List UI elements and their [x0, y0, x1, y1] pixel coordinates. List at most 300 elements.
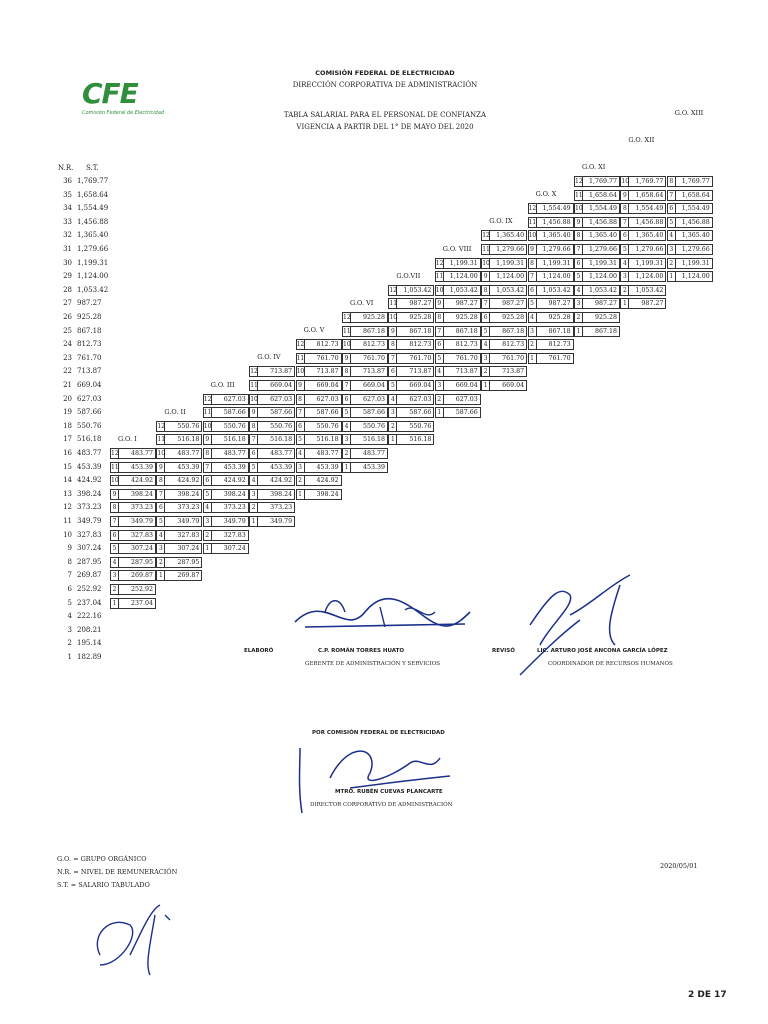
cell-level: 3	[435, 380, 444, 391]
cell-level: 2	[388, 421, 397, 432]
cell-amount: 1,053.42	[444, 285, 481, 296]
cell-amount: 398.24	[258, 489, 295, 500]
por-role: DIRECTOR CORPORATIVO DE ADMINISTRACIÓN	[310, 802, 453, 808]
grid-cell	[110, 462, 156, 473]
cell-level: 5	[667, 217, 676, 228]
nr-value: 12	[63, 503, 72, 512]
grid-cell	[110, 598, 156, 609]
cell-level: 8	[342, 366, 351, 377]
cell-amount: 307.24	[165, 543, 202, 554]
cell-level: 2	[435, 394, 444, 405]
cell-amount: 587.66	[258, 407, 295, 418]
nr-value: 28	[63, 285, 72, 294]
grid-cell	[388, 434, 434, 445]
st-value: 222.16	[77, 612, 102, 621]
group-label: G.O. XI	[582, 163, 606, 171]
grid-cell	[249, 380, 295, 391]
cell-amount: 483.77	[212, 448, 249, 459]
cell-level: 8	[667, 176, 676, 187]
grid-cell	[528, 258, 574, 269]
cell-amount: 424.92	[305, 475, 342, 486]
cell-amount: 812.73	[351, 339, 388, 350]
cell-level: 5	[435, 353, 444, 364]
st-value: 252.92	[77, 585, 102, 593]
cell-amount: 1,554.49	[537, 203, 574, 214]
signature-ancona	[500, 565, 660, 685]
cell-level: 8	[249, 421, 258, 432]
cell-amount: 987.27	[444, 298, 481, 309]
cell-amount: 1,658.64	[583, 190, 620, 201]
cell-amount: 424.92	[165, 475, 202, 486]
grid-cell	[110, 557, 156, 568]
cell-amount: 550.76	[397, 421, 434, 432]
cell-level: 11	[528, 218, 537, 226]
cell-level: 7	[388, 353, 397, 364]
cell-amount: 1,554.49	[676, 203, 713, 214]
grid-cell	[296, 421, 342, 432]
cell-amount: 373.23	[212, 502, 249, 513]
grid-cell	[342, 434, 388, 445]
cell-level: 4	[156, 530, 165, 541]
grid-cell	[249, 462, 295, 473]
cell-amount: 269.87	[165, 570, 202, 581]
cell-amount: 812.73	[305, 339, 342, 350]
grid-cell	[481, 285, 527, 296]
grid-cell	[620, 244, 666, 255]
cell-level: 6	[342, 394, 351, 405]
cell-level: 12	[575, 178, 583, 185]
grid-cell	[296, 339, 342, 350]
grid-cell	[481, 244, 527, 255]
cell-level: 9	[203, 434, 212, 445]
nr-value: 1	[67, 653, 72, 661]
grid-cell	[435, 380, 481, 391]
cell-amount: 307.24	[212, 543, 249, 554]
cell-amount: 812.73	[537, 339, 574, 350]
cell-level: 4	[296, 448, 305, 459]
cell-amount: 1,658.64	[676, 190, 713, 201]
nr-value: 8	[67, 557, 72, 566]
por-label: POR COMISIÓN FEDERAL DE ELECTRICIDAD	[312, 730, 445, 736]
cell-amount: 1,124.00	[583, 271, 620, 282]
cell-level: 2	[620, 285, 629, 296]
grid-cell	[342, 353, 388, 364]
cell-amount: 516.18	[351, 434, 388, 445]
cell-level: 9	[528, 244, 537, 255]
st-value: 424.92	[77, 476, 102, 485]
grid-cell	[249, 448, 295, 459]
st-value: 237.04	[77, 598, 102, 607]
grid-cell	[574, 285, 620, 296]
grid-cell	[620, 203, 666, 214]
cell-amount: 713.87	[397, 366, 434, 377]
grid-cell	[249, 516, 295, 527]
nr-value: 9	[67, 544, 72, 553]
grid-cell	[203, 407, 249, 418]
grid-cell	[296, 407, 342, 418]
cell-level: 4	[528, 312, 537, 323]
group-label: G.O. V	[303, 326, 325, 335]
legend-go: G.O. = GRUPO ORGÁNICO	[57, 855, 147, 863]
st-value: 398.24	[77, 489, 102, 498]
grid-cell	[156, 475, 202, 486]
st-value: 1,365.40	[77, 231, 109, 240]
cell-level: 4	[110, 557, 119, 568]
grid-cell	[156, 489, 202, 500]
grid-cell	[481, 366, 527, 377]
grid-cell	[203, 394, 249, 405]
grid-cell	[249, 434, 295, 445]
cell-level: 10	[111, 477, 119, 485]
legend-nr: N.R. = NIVEL DE REMUNERACIÓN	[57, 868, 178, 876]
cell-level: 2	[156, 557, 165, 568]
grid-cell	[249, 407, 295, 418]
cell-amount: 550.76	[212, 421, 249, 432]
cell-level: 11	[389, 300, 398, 308]
cell-amount: 1,279.66	[676, 244, 713, 255]
cell-amount: 587.66	[444, 407, 481, 418]
nr-value: 3	[67, 625, 72, 634]
cell-level: 8	[481, 285, 490, 296]
grid-cell	[203, 448, 249, 459]
grid-cell	[528, 298, 574, 309]
nr-value: 36	[63, 177, 72, 185]
cell-level: 11	[250, 382, 258, 389]
cell-amount: 483.77	[165, 448, 202, 459]
grid-cell	[110, 502, 156, 513]
group-label: G.O. VI	[350, 299, 374, 307]
st-value: 550.76	[77, 421, 102, 430]
cell-amount: 1,554.49	[583, 203, 620, 214]
elaboro-role: GERENTE DE ADMINISTRACIÓN Y SERVICIOS	[305, 661, 441, 667]
cell-level: 2	[528, 339, 537, 350]
cell-level: 10	[435, 286, 444, 294]
st-value: 761.70	[77, 353, 102, 362]
cell-amount: 669.04	[490, 380, 527, 391]
cell-amount: 669.04	[351, 380, 388, 391]
cell-level: 11	[157, 436, 166, 444]
cell-level: 9	[481, 271, 490, 282]
cell-level: 2	[481, 366, 490, 377]
cell-level: 11	[435, 273, 444, 281]
grid-cell	[156, 530, 202, 541]
grid-cell	[110, 530, 156, 541]
cell-amount: 483.77	[258, 448, 295, 459]
grid-cell	[203, 489, 249, 500]
cell-level: 7	[574, 244, 583, 255]
cell-level: 12	[111, 450, 119, 457]
st-header: S.T.	[86, 164, 99, 172]
cell-level: 7	[296, 407, 305, 418]
cell-amount: 867.18	[490, 326, 527, 337]
grid-cell	[528, 326, 574, 337]
grid-cell	[156, 570, 202, 581]
group-label: G.O. IV	[257, 353, 281, 362]
grid-cell	[574, 271, 620, 282]
nr-value: 5	[67, 598, 72, 607]
cell-amount: 761.70	[444, 353, 481, 364]
grid-cell	[296, 380, 342, 391]
grid-cell	[296, 434, 342, 445]
cell-amount: 398.24	[165, 489, 202, 500]
grid-cell	[156, 448, 202, 459]
grid-cell	[620, 190, 666, 201]
st-value: 349.79	[77, 517, 102, 525]
cell-amount: 1,658.64	[629, 190, 666, 201]
cell-level: 11	[575, 191, 583, 199]
cell-amount: 1,053.42	[397, 285, 434, 296]
grid-cell	[296, 353, 342, 364]
cell-level: 9	[249, 407, 258, 418]
grid-cell	[296, 366, 342, 377]
cell-level: 8	[574, 230, 583, 241]
cell-amount: 1,365.40	[676, 230, 713, 241]
grid-cell	[528, 271, 574, 282]
nr-value: 19	[63, 408, 72, 417]
grid-cell	[481, 312, 527, 323]
cell-level: 8	[110, 502, 119, 513]
cell-level: 3	[203, 516, 212, 527]
dept-name: DIRECCIÓN CORPORATIVA DE ADMINISTRACIÓN	[292, 81, 478, 89]
cell-amount: 1,769.77	[629, 176, 666, 187]
grid-cell	[342, 326, 388, 337]
logo-subtitle: Comisión Federal de Electricidad	[82, 110, 165, 116]
grid-cell	[388, 326, 434, 337]
cell-amount: 812.73	[490, 339, 527, 350]
cell-amount: 373.23	[119, 502, 156, 513]
cell-level: 9	[296, 380, 305, 391]
cell-level: 2	[296, 475, 305, 486]
nr-value: 27	[63, 299, 72, 308]
cell-level: 6	[667, 203, 676, 214]
cell-level: 1	[435, 407, 444, 418]
elaboro-label: ELABORÓ	[244, 648, 274, 654]
cell-amount: 373.23	[165, 502, 202, 513]
grid-cell	[249, 421, 295, 432]
cell-amount: 516.18	[258, 434, 295, 445]
cell-amount: 761.70	[490, 353, 527, 364]
grid-cell	[110, 489, 156, 500]
grid-cell	[110, 543, 156, 554]
cell-level: 3	[110, 570, 119, 581]
nr-value: 30	[63, 258, 72, 267]
cell-amount: 516.18	[165, 434, 202, 445]
cell-level: 8	[203, 448, 212, 459]
cell-level: 1	[203, 543, 212, 554]
st-value: 182.89	[77, 653, 102, 661]
grid-cell	[156, 462, 202, 473]
st-value: 1,658.64	[77, 190, 109, 199]
cell-level: 5	[620, 244, 629, 255]
cell-amount: 867.18	[397, 326, 434, 337]
cell-level: 1	[574, 326, 583, 337]
cell-amount: 987.27	[629, 298, 666, 309]
cell-amount: 550.76	[258, 421, 295, 432]
cell-level: 6	[528, 285, 537, 296]
cell-amount: 398.24	[212, 489, 249, 500]
st-value: 669.04	[77, 381, 102, 389]
cell-amount: 669.04	[444, 380, 481, 391]
cell-amount: 1,365.40	[583, 230, 620, 241]
grid-cell	[388, 366, 434, 377]
cell-amount: 1,279.66	[583, 244, 620, 255]
cell-level: 7	[481, 298, 490, 309]
grid-cell	[203, 516, 249, 527]
grid-cell	[481, 380, 527, 391]
cell-level: 9	[620, 190, 629, 201]
cell-level: 11	[203, 409, 212, 417]
grid-cell	[388, 407, 434, 418]
cell-level: 11	[482, 246, 490, 253]
grid-cell	[388, 421, 434, 432]
cell-level: 1	[667, 271, 676, 282]
cell-level: 1	[249, 516, 258, 527]
grid-cell	[667, 258, 713, 269]
grid-cell	[156, 516, 202, 527]
nr-value: 33	[63, 217, 72, 226]
cell-level: 5	[156, 516, 165, 527]
por-name: MTRO. RUBÉN CUEVAS PLANCARTE	[335, 789, 443, 795]
group-label: G.O. X	[535, 190, 557, 199]
reviso-label: REVISÓ	[492, 648, 515, 654]
cell-level: 7	[203, 462, 212, 473]
cell-amount: 713.87	[258, 366, 295, 377]
cell-amount: 925.28	[444, 312, 481, 323]
grid-cell	[574, 244, 620, 255]
cell-amount: 987.27	[490, 298, 527, 309]
grid-cell	[481, 271, 527, 282]
group-label: G.O. IX	[489, 217, 513, 226]
cell-amount: 1,199.31	[490, 258, 527, 269]
cell-level: 9	[574, 217, 583, 228]
st-value: 269.87	[77, 571, 102, 580]
cell-amount: 237.04	[119, 598, 156, 609]
grid-cell	[388, 339, 434, 350]
cell-amount: 925.28	[397, 312, 434, 323]
cell-level: 5	[342, 407, 351, 418]
grid-cell	[110, 475, 156, 486]
cell-level: 1	[110, 598, 119, 609]
cell-amount: 550.76	[351, 421, 388, 432]
table-title: TABLA SALARIAL PARA EL PERSONAL DE CONFIANZA	[283, 111, 487, 119]
grid-cell	[574, 326, 620, 337]
cell-amount: 453.39	[305, 462, 342, 473]
grid-cell	[667, 203, 713, 214]
st-value: 925.28	[77, 313, 102, 321]
initials-signature	[80, 895, 190, 980]
grid-cell	[620, 176, 666, 187]
nr-value: 7	[67, 571, 72, 580]
nr-value: 21	[63, 381, 72, 389]
grid-cell	[574, 190, 620, 201]
cell-level: 6	[110, 530, 119, 541]
grid-cell	[342, 366, 388, 377]
grid-cell	[667, 271, 713, 282]
cell-amount: 1,769.77	[676, 176, 713, 187]
grid-cell	[110, 448, 156, 459]
grid-cell	[342, 448, 388, 459]
cell-amount: 453.39	[119, 462, 156, 473]
cell-amount: 269.87	[119, 570, 156, 581]
cell-level: 9	[110, 489, 119, 500]
cell-level: 1	[620, 298, 629, 309]
cell-amount: 761.70	[305, 353, 342, 364]
st-value: 1,279.66	[77, 245, 109, 253]
nr-value: 32	[63, 231, 72, 240]
nr-value: 11	[63, 517, 72, 525]
cell-level: 10	[157, 450, 166, 457]
cell-amount: 424.92	[212, 475, 249, 486]
cell-level: 2	[110, 584, 119, 595]
cell-amount: 987.27	[397, 298, 434, 309]
grid-cell	[574, 203, 620, 214]
cell-level: 6	[296, 421, 305, 432]
cell-amount: 252.92	[119, 584, 156, 595]
grid-cell	[110, 570, 156, 581]
cell-level: 5	[249, 462, 258, 473]
st-value: 1,124.00	[77, 272, 109, 281]
cell-amount: 761.70	[537, 353, 574, 364]
cell-level: 6	[249, 448, 258, 459]
cell-level: 1	[481, 380, 490, 391]
cell-amount: 1,279.66	[537, 244, 574, 255]
cell-level: 5	[203, 489, 212, 500]
grid-cell	[667, 176, 713, 187]
grid-cell	[481, 339, 527, 350]
cell-amount: 587.66	[351, 407, 388, 418]
cell-amount: 516.18	[305, 434, 342, 445]
cell-level: 3	[481, 353, 490, 364]
cell-amount: 327.83	[165, 530, 202, 541]
cell-amount: 1,279.66	[629, 244, 666, 255]
cell-level: 6	[203, 475, 212, 486]
grid-cell	[249, 489, 295, 500]
cell-level: 9	[342, 353, 351, 364]
cell-level: 1	[342, 462, 351, 473]
cell-level: 10	[528, 232, 537, 240]
cell-level: 12	[250, 368, 258, 376]
grid-cell	[342, 462, 388, 473]
nr-value: 4	[67, 612, 72, 621]
cell-level: 1	[156, 570, 165, 581]
grid-cell	[388, 312, 434, 323]
st-value: 587.66	[77, 408, 102, 417]
cell-level: 12	[157, 422, 166, 430]
cell-level: 2	[667, 258, 676, 269]
grid-cell	[481, 326, 527, 337]
cell-amount: 627.03	[397, 394, 434, 405]
st-value: 867.18	[77, 326, 102, 335]
cell-amount: 987.27	[583, 298, 620, 309]
cell-amount: 1,456.88	[676, 217, 713, 228]
nr-value: 26	[63, 313, 72, 321]
group-label: G.O. XIII	[674, 108, 704, 117]
grid-cell	[667, 244, 713, 255]
cell-level: 7	[528, 271, 537, 282]
signature-torres	[285, 582, 475, 642]
cell-amount: 1,365.40	[629, 230, 666, 241]
nr-value: 24	[63, 340, 72, 349]
cell-amount: 669.04	[258, 380, 295, 391]
cell-amount: 627.03	[212, 394, 249, 405]
org-name: COMISIÓN FEDERAL DE ELECTRICIDAD	[315, 69, 455, 77]
cell-amount: 812.73	[444, 339, 481, 350]
logo-mark: CFE	[82, 77, 138, 110]
grid-cell	[620, 217, 666, 228]
cell-amount: 453.39	[212, 462, 249, 473]
cell-level: 1	[388, 434, 397, 445]
cell-level: 3	[620, 271, 629, 282]
